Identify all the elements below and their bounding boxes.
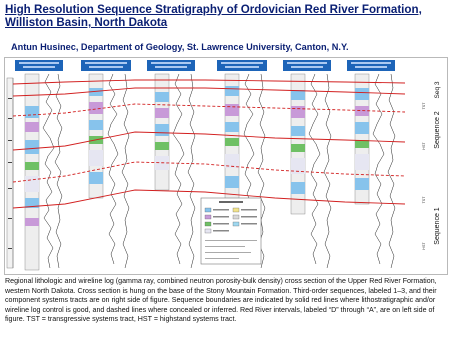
- sequence-3-label: Seq 3: [434, 81, 441, 99]
- wireline-log: [122, 74, 129, 268]
- well-header: [147, 60, 195, 71]
- sequence-labels: [422, 81, 441, 249]
- poster-title: High Resolution Sequence Stratigraphy of Ordovician Red River Formation, Williston Basin, North Dakota: [5, 3, 422, 29]
- red-river-interval-ruler: [7, 78, 13, 268]
- hst-upper-label: HST: [422, 142, 426, 150]
- wireline-log: [43, 74, 54, 268]
- sequence-2-label: Sequence 2: [434, 111, 441, 149]
- wireline-log: [388, 74, 395, 268]
- tst-upper-label: TST: [422, 102, 426, 110]
- sequence-boundary-line: [13, 88, 405, 96]
- sequence-boundary-line: [13, 104, 405, 116]
- wireline-log: [55, 74, 62, 268]
- author-line: Antun Husinec, Department of Geology, St. Lawrence University, Canton, N.Y.: [11, 42, 349, 52]
- lithology-legend: [201, 198, 261, 264]
- cross-section-svg: [5, 58, 447, 274]
- well-column: [147, 60, 195, 268]
- wireline-log: [188, 74, 195, 268]
- lithology-column: [25, 74, 39, 270]
- sequence-boundary-line: [13, 132, 405, 150]
- figure-caption: Regional lithologic and wireline log (gamma ray, combined neutron porosity-bulk density) cross section of the Upper Red River Formation, western North Dakota. Cross section is hung on the base of the Stony Mountain Formation. Third-order sequences, labeled 1–3, and their component systems tracts are on right side of figure. Sequence boundaries are indicated by solid red lines where lithostratigraphic and/or wireline log control is good, and dashed lines where concealed or inferred. Red River intervals, labeled “D” through “A”, are on left side of figure. TST = transgressive systems tract, HST = highstand systems tract.: [5, 277, 437, 324]
- cross-section-figure: [4, 57, 448, 275]
- sequence-1-label: Sequence 1: [434, 207, 441, 245]
- well-header: [81, 60, 131, 71]
- tst-lower-label: TST: [422, 196, 426, 204]
- sequence-boundaries: [13, 80, 405, 208]
- well-column: [15, 60, 63, 270]
- wireline-log: [173, 74, 184, 264]
- well-column: [347, 60, 395, 268]
- wireline-log: [324, 74, 331, 268]
- wireline-log: [108, 74, 118, 264]
- sequence-boundary-line: [13, 80, 405, 84]
- well-header: [217, 60, 267, 71]
- well-header: [15, 60, 63, 71]
- well-header: [283, 60, 331, 71]
- well-header: [347, 60, 395, 71]
- hst-lower-label: HST: [422, 242, 426, 250]
- wireline-log: [373, 74, 384, 264]
- sequence-boundary-line: [13, 162, 405, 182]
- wireline-log: [309, 74, 320, 264]
